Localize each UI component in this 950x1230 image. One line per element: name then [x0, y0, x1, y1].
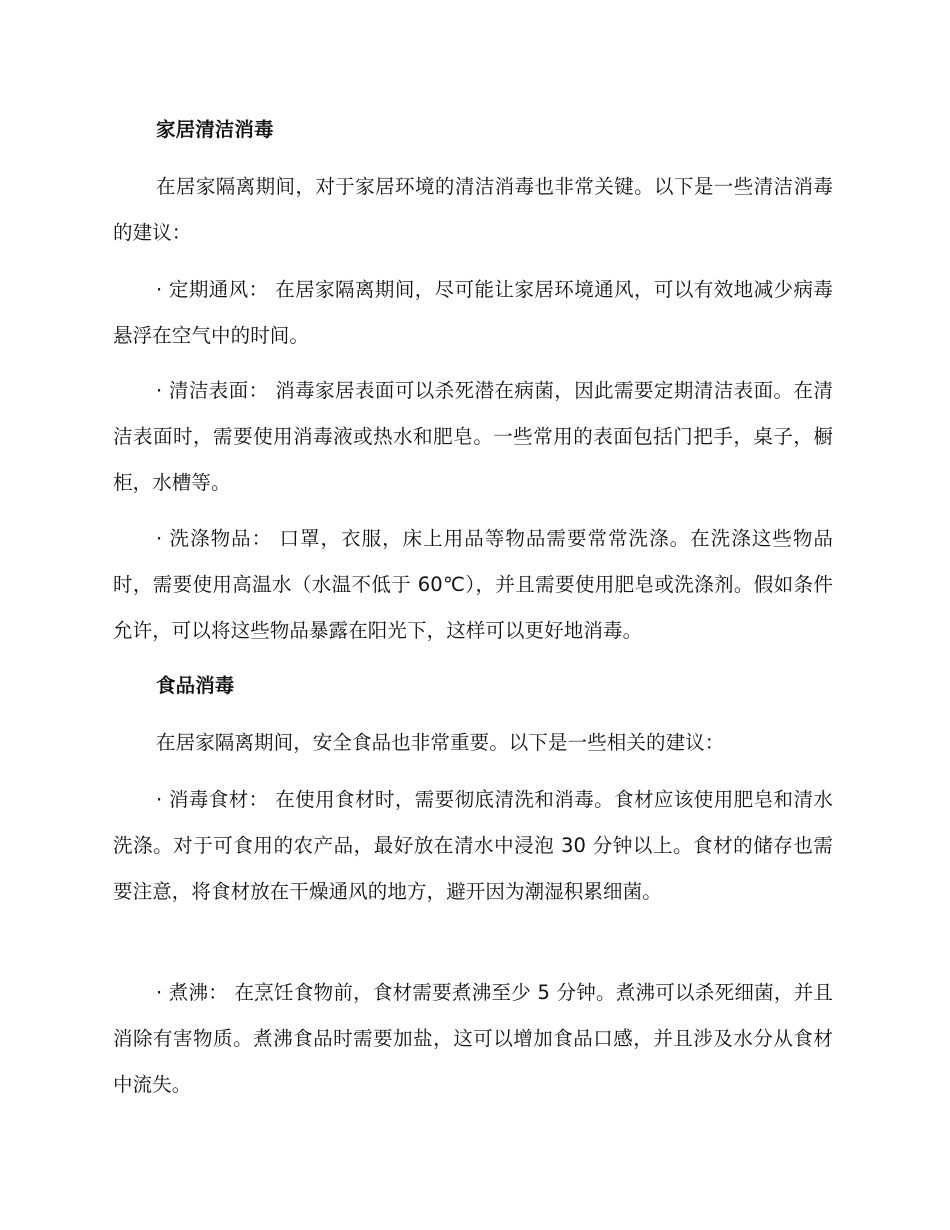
paragraph-home-cleaning-intro: 在居家隔离期间，对于家居环境的清洁消毒也非常关键。以下是一些清洁消毒的建议： — [113, 175, 833, 244]
section-heading-food-disinfection: 食品消毒 — [156, 674, 235, 697]
paragraph-food-intro: 在居家隔离期间，安全食品也非常重要。以下是一些相关的建议： — [156, 731, 725, 754]
section-heading-home-cleaning: 家居清洁消毒 — [156, 118, 274, 141]
list-item-boiling: · 煮沸： 在烹饪食物前，食材需要煮沸至少 5 分钟。煮沸可以杀死细菌，并且消除有害物质。煮沸食品时需要加盐，这可以增加食品口感，并且涉及水分从食材中流失。 — [113, 981, 833, 1096]
list-item-disinfect-ingredients: · 消毒食材： 在使用食材时，需要彻底清洗和消毒。食材应该使用肥皂和清水洗涤。对于可食用的农产品，最好放在清水中浸泡 30 分钟以上。食材的储存也需要注意，将食材放在干燥通风的地方，避开因为潮湿积累细菌。 — [113, 788, 833, 903]
list-item-wash-items: · 洗涤物品： 口罩，衣服，床上用品等物品需要常常洗涤。在洗涤这些物品时，需要使用高温水（水温不低于 60℃），并且需要使用肥皂或洗涤剂。假如条件允许，可以将这些物品暴露在阳光下，这样可以更好地消毒。 — [113, 527, 833, 642]
list-item-clean-surfaces: · 清洁表面： 消毒家居表面可以杀死潜在病菌，因此需要定期清洁表面。在清洁表面时，需要使用消毒液或热水和肥皂。一些常用的表面包括门把手，桌子，橱柜，水槽等。 — [113, 379, 833, 494]
list-item-ventilation: · 定期通风： 在居家隔离期间，尽可能让家居环境通风，可以有效地减少病毒悬浮在空气中的时间。 — [113, 278, 833, 347]
